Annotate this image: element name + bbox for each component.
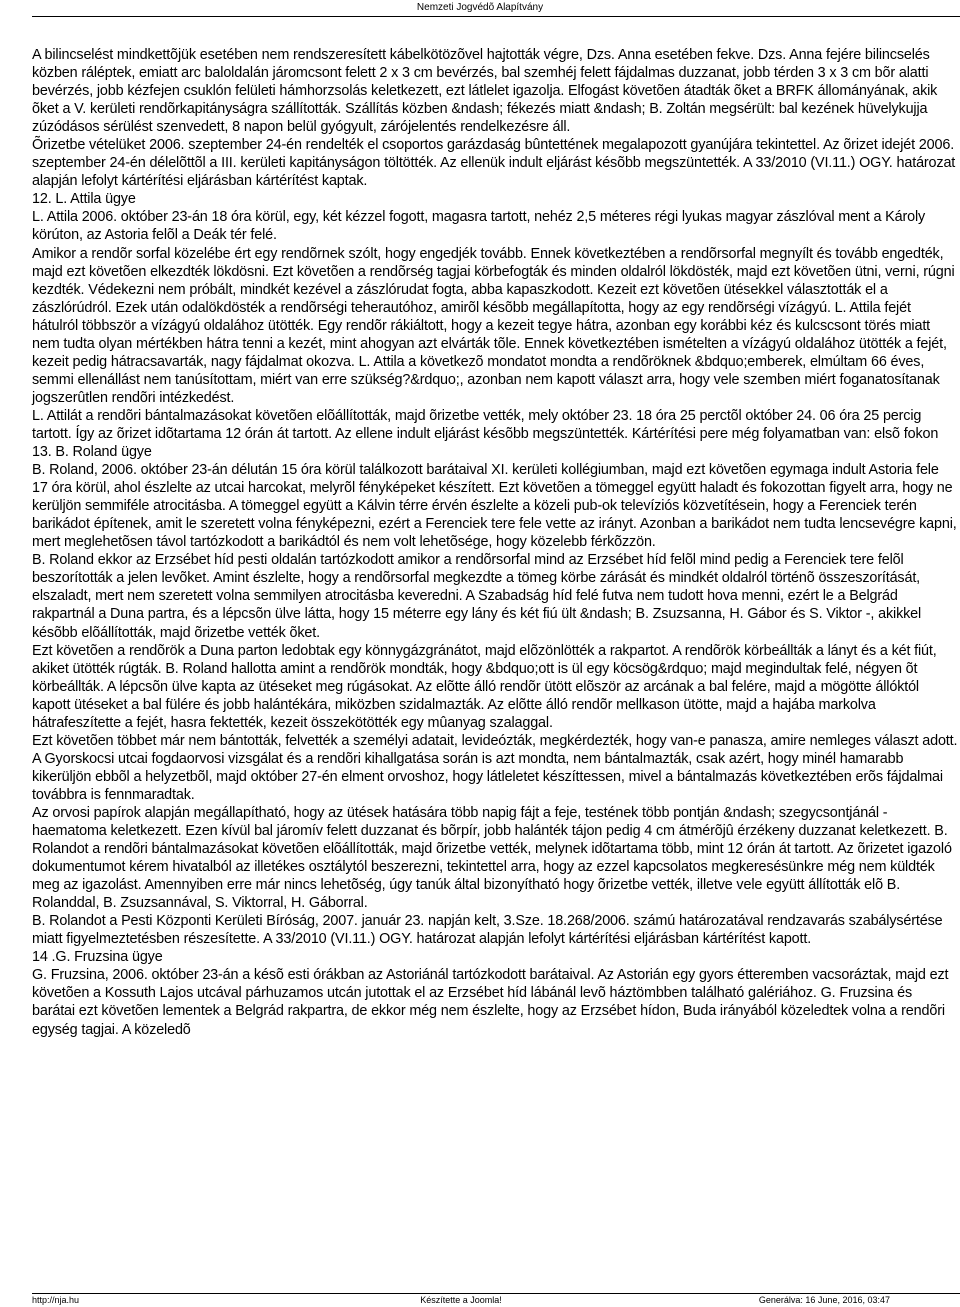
paragraph: Amikor a rendõr sorfal közelébe ért egy rendõrnek szólt, hogy engedjék tovább. Ennek következtében a rendõrsorfal megnyílt és tovább engedték, majd ezt követõen elkezdték lökdösni. Ezt követõen a rendõrség tagjai körbefogták és minden oldalról lökdösték, majd ezt követõen ütni, verni, rúgni kezdték. Védekezni nem próbált, mindkét kezével a zászlórudat fogta, abba kapaszkodott. Kezeit ezt követõen ütésekkel választották el a zászlórúdról. Ezek után odalökdösték a rendõrségi teherautóhoz, amirõl késõbb megállapította, hogy az egy rendõrségi vízágyú. L. Attila fejét hátulról többször a vízágyú oldalához ütötték. Egy rendõr rákiáltott, hogy a kezeit tegye hátra, azonban egy korábbi kéz és kulcscsont törés miatt nem tudta olyan mértékben hátra tenni a kezét, mint ahogyan azt elvárták tõle. Ennek következtében ismételten a vízágyú oldalához ütötték a fejét, kezeit pedig hátracsavarták, nagy fájdalmat okozva. L. Attila a következõ mondatot mondta a rendõröknek &bdquo;emberek, elmúltam 66 éves, semmi ellenállást nem tanúsítottam, miért van erre szükség?&rdquo;, azonban nem kapott választ arra, hogy vele szemben miért foganatosítanak jogszerûtlen rendõri intézkedést. bbox=[32, 245, 955, 406]
footer-generated: Generálva: 16 June, 2016, 03:47 bbox=[758, 1295, 890, 1305]
paragraph: G. Fruzsina, 2006. október 23-án a késõ esti órákban az Astoriánál tartózkodott barátaival. Az Astorián egy gyors étteremben vacsoráztak, majd ezt követõen a Kossuth Lajos utcával párhuzamos utcán jutottak el az Erzsébet híd lábánál levõ háztömbben található galériához. G. Fruzsina és barátai ezt követõen lementek a Belgrád rakpartra, de ekkor még nem észlelte, hogy az Erzsébet hídon, Buda irányából közeledtek volna a rendõri egység tagjai. A közeledõ bbox=[32, 967, 949, 1038]
section-heading: 12. L. Attila ügye bbox=[32, 191, 136, 208]
paragraph: Õrizetbe vételüket 2006. szeptember 24-én rendelték el csoportos garázdaság bûntettének megalapozott gyanújára tekintettel. Az õrizet idejét 2006. szeptember 24-én délelõttõl a III. kerületi kapitányságon töltötték. Az ellenük indult eljárást késõbb megszüntették. A 33/2010 (VI.11.) OGY. határozat alapján lefolyt kártérítési eljárásban kártérítést kaptak. bbox=[32, 137, 956, 190]
section-heading: 14 .G. Fruzsina ügye bbox=[32, 949, 163, 966]
paragraph: Az orvosi papírok alapján megállapítható, hogy az ütések hatására több napig fájt a feje, testének több pontján &ndash; szegycsontjánál - haematoma keletkezett. Ezen kívül bal járomív felett duzzanat és bõrpír, jobb halánték tájon pedig 4 cm átmérõjû érzékeny duzzanat keletkezett. B. Rolandot a rendõri bántalmazásokat követõen elõállították, majd õrizetbe vették, melynek idõtartama több, mint 12 órán át tartott. Az õrizetet igazoló dokumentumot kérem hivatalból az illetékes osztálytól beszerezni, tekintettel arra, hogy az ezzel kapcsolatos megkeresésünkre még nem küldték meg az igazolást. Amennyiben erre már nincs lehetõség, úgy tanúk által bizonyítható hogy õrizetbe vették, illetve vele együtt állították elõ B. Rolanddal, B. Zsuzsannával, S. Viktorral, H. Gáborral. bbox=[32, 804, 952, 912]
footer-url: http://nja.hu bbox=[32, 1295, 80, 1305]
header-rule bbox=[32, 16, 960, 17]
page-footer bbox=[32, 1294, 890, 1307]
section-heading: 13. B. Roland ügye bbox=[32, 444, 152, 461]
paragraph: A bilincselést mindkettõjük esetében nem rendszeresített kábelkötözõvel hajtották végre, Dzs. Anna esetében fekve. Dzs. Anna fejére bilincselés közben ráléptek, emiatt arc baloldalán járomcsont felett 2 x 3 cm bevérzés, bal szemhéj felett fájdalmas duzzanat, jobb térden 3 x 3 cm bõr alatti bevérzés, jobb kézfejen csuklón felületi hámhorzsolás keletkezett, ezt látlelet igazolja. Elfogást követõen átadták õket a BRFK állományának, akik õket a V. kerületi rendõrkapitányságra szállították. Szállítás közben &ndash; fékezés miatt &ndash; B. Zoltán megsérült: bal kezének hüvelykujja zúzódásos sérülést szenvedett, 8 napon belül gyógyult, zárójelentés rendelkezésre áll. bbox=[32, 47, 938, 136]
paragraph: B. Rolandot a Pesti Központi Kerületi Bíróság, 2007. január 23. napján kelt, 3.Sze. 18.268/2006. számú határozatával rendzavarás szabálysértése miatt figyelmeztetésben részesítette. A 33/2010 (VI.11.) OGY. határozat alapján lefolyt kártérítési eljárásban kártérítést kapott. bbox=[32, 913, 943, 948]
article-body bbox=[32, 46, 958, 1039]
paragraph: L. Attila 2006. október 23-án 18 óra körül, egy, két kézzel fogott, magasra tartott, nehéz 2,5 méteres régi lyukas magyar zászlóval ment a Károly körúton, az Astoria felõl a Deák tér felé. bbox=[32, 209, 926, 244]
paragraph: B. Roland, 2006. október 23-án délután 15 óra körül találkozott barátaival XI. kerületi kollégiumban, majd ezt követõen egymaga indult Astoria fele 17 óra körül, ahol észlelte az utcai harcokat, melyrõl fényképeket készített. Ezt követõen a tömeggel együtt haladt és fokozottan figyelt arra, hogy ne kerüljön semmiféle atrocitásba. A tömeggel együtt a Kálvin térre érvén észlelte a közeli pub-ok televíziós közvetítésein, hogy a Ferenciek terén barikádot építenek, amit le szeretett volna fényképezni, ezért a Ferenciek tere fele vette az irányt. Azonban a barikádot nem tudta lencsevégre kapni, mert meglehetõsen távol tartózkodott a barikádtól és nem volt lehetõsége, hogy közelebb férkõzzön. bbox=[32, 462, 957, 551]
paragraph: B. Roland ekkor az Erzsébet híd pesti oldalán tartózkodott amikor a rendõrsorfal mind az Erzsébet híd felõl mind pedig a Ferenciek tere felõl beszorították a jelen levõket. Amint észlelte, hogy a rendõrsorfal megkezdte a tömeg körbe zárását és mindkét oldalról történõ összeszorítását, elszaladt, mert nem szeretett volna semmilyen atrocitásba keveredni. A Szabadság híd felé futva nem tudott hova menni, ezért le a Belgrád rakpartnál a Duna partra, és a lépcsõn ülve látta, hogy 15 méterre egy lány és két fiú ült &ndash; B. Zsuzsanna, H. Gábor és S. Viktor -, akikkel késõbb elõállították, majd õrizetbe vették õket. bbox=[32, 552, 922, 641]
paragraph: Ezt követõen a rendõrök a Duna parton ledobtak egy könnygázgránátot, majd elõzönlötték a rakpartot. A rendõrök körbeállták a lányt és a két fiút, akiket ütötték rúgták. B. Roland hallotta amint a rendõrök mondták, hogy &bdquo;ott is ül egy köcsög&rdquo; majd megindultak felé, négyen õt körbeállták. A lépcsõn ülve kapta az ütéseket meg rúgásokat. Az elõtte álló rendõr ütött elõször az arcának a bal felére, majd a mögötte állóktól kapott ütéseket a bal fülére és jobb halántékára, miközben szidalmazták. Az elõtte álló rendõr mellkason ütötte, majd a hajába markolva hátrafeszítette a fejét, hasra fektették, kezeit összekötötték egy mûanyag szalaggal. bbox=[32, 642, 937, 731]
paragraph: L. Attilát a rendõri bántalmazásokat követõen elõállították, majd õrizetbe vették, mely október 23. 18 óra 25 perctõl október 24. 06 óra 25 percig tartott. Így az õrizet idõtartama 12 órán át tartott. Az ellene indult eljárást késõbb megszüntették. Kártérítési pere még folyamatban van: elsõ fokon bbox=[32, 407, 939, 442]
page-header bbox=[0, 0, 960, 16]
header-title: Nemzeti Jogvédõ Alapítvány bbox=[416, 2, 544, 13]
footer-made-with: Készítette a Joomla! bbox=[420, 1295, 502, 1305]
paragraph: Ezt követõen többet már nem bántották, felvették a személyi adatait, levideózták, megkérdezték, hogy van-e panasza, amire nemleges választ adott. A Gyorskocsi utcai fogdaorvosi vizsgálat és a rendõri kihallgatása során is azt mondta, nem bántalmazták, csak azért, hogy minél hamarabb kikerüljön ebbõl a helyzetbõl, majd október 27-én elment orvoshoz, hogy látleletet készíttessen, mivel a bántalmazás következtében erõs fájdalmai továbbra is fennmaradtak. bbox=[32, 732, 958, 803]
